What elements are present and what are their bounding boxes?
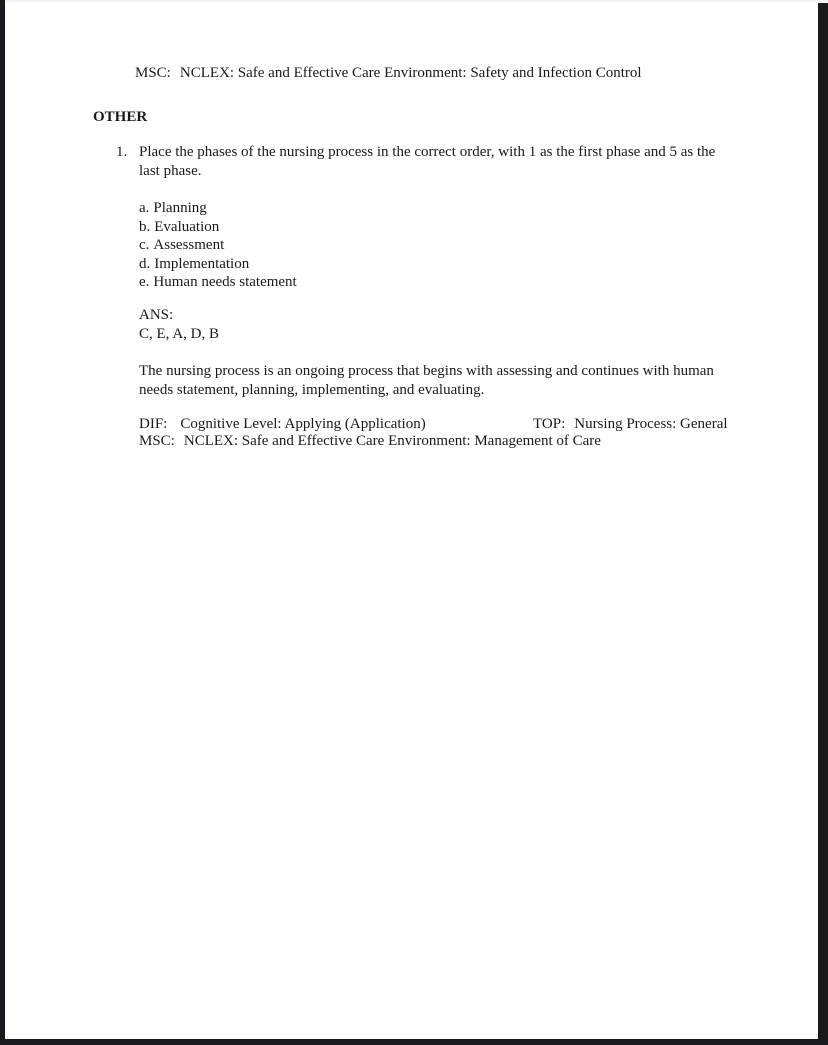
option-e-text: Human needs statement: [153, 274, 297, 290]
rationale-text: The nursing process is an ongoing process that begins with assessing and continues with human needs statement, planning, implementing, and evaluating.: [139, 363, 714, 398]
option-c: [139, 236, 297, 255]
footer-msc-label: MSC:: [139, 432, 175, 449]
option-d-text: Implementation: [154, 255, 250, 272]
option-a-text: Planning: [153, 200, 207, 216]
option-a-letter: a.: [139, 200, 150, 216]
dif-top-row: [139, 416, 728, 433]
option-b: [139, 218, 297, 237]
msc-label: MSC:: [135, 65, 171, 81]
option-b-text: Evaluation: [154, 218, 220, 235]
msc-value: NCLEX: Safe and Effective Care Environment: Safety and Infection Control: [179, 65, 642, 81]
dif-label: DIF:: [139, 416, 168, 432]
top-label: TOP:: [533, 416, 566, 432]
section-heading: OTHER: [93, 109, 148, 125]
question-block: [116, 143, 735, 180]
viewer-frame-bottom: [0, 1039, 828, 1045]
msc-row: [139, 433, 728, 450]
question-text: Place the phases of the nursing process in the correct order, with 1 as the first phase and 5 as the last phase.: [139, 144, 716, 179]
option-d: [139, 255, 297, 274]
footer-msc-value: NCLEX: Safe and Effective Care Environment: Management of Care: [183, 432, 601, 449]
option-e: [139, 273, 297, 292]
question-meta-msc-previous: [135, 64, 642, 83]
option-c-letter: c.: [139, 237, 150, 253]
answer-label: ANS:: [139, 307, 174, 323]
question-footer-meta: [139, 416, 728, 449]
answer-block: [139, 306, 219, 343]
top-value: Nursing Process: General: [574, 416, 728, 432]
dif-value: Cognitive Level: Applying (Application): [180, 416, 426, 432]
option-e-letter: e.: [139, 274, 150, 290]
answer-value: C, E, A, D, B: [139, 325, 220, 342]
viewer-frame-left: [0, 0, 5, 1045]
viewer-frame-right: [818, 3, 828, 1045]
option-d-letter: d.: [139, 255, 151, 272]
option-a: [139, 199, 297, 218]
option-c-text: Assessment: [153, 237, 225, 253]
answer-options-list: [139, 199, 297, 292]
viewer-top-gap-line: [5, 0, 828, 2]
question-number: 1.: [116, 144, 128, 160]
top-part: [533, 416, 728, 433]
dif-part: [139, 416, 533, 433]
option-b-letter: b.: [139, 218, 151, 235]
